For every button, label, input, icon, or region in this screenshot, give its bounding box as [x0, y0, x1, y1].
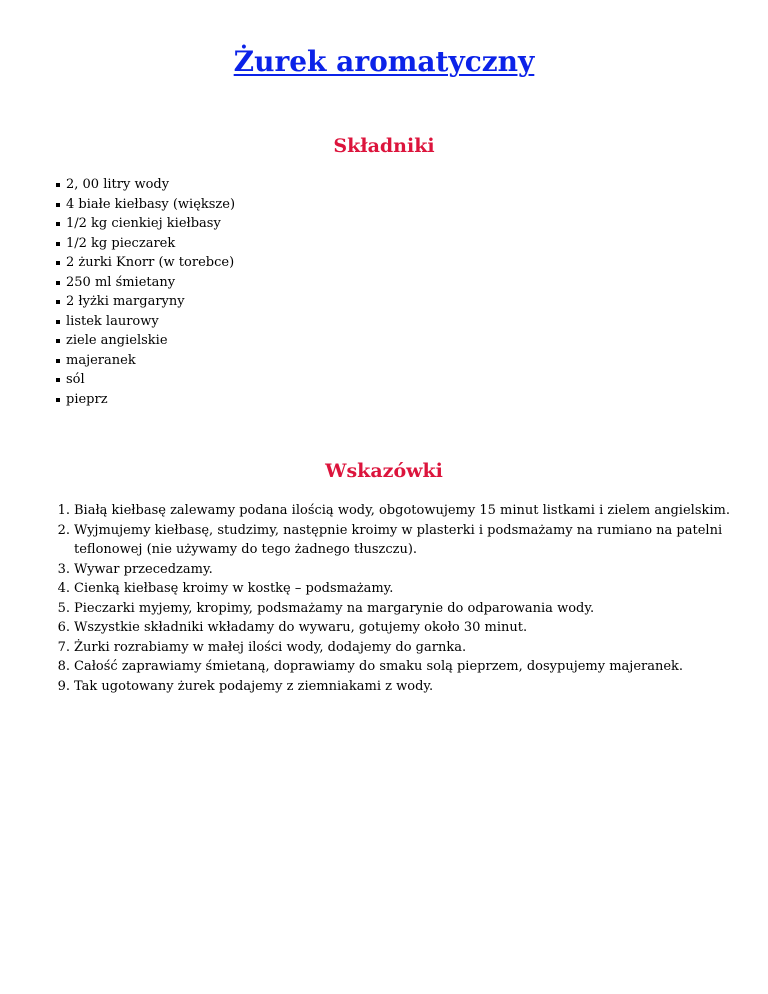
step-text: Cienką kiełbasę kroimy w kostkę – podsmażamy. — [74, 581, 394, 596]
bullet-icon — [56, 320, 60, 324]
step-text: Białą kiełbasę zalewamy podana ilością wody, obgotowujemy 15 minut listkami i zielem angielskim. — [74, 503, 730, 518]
ingredient-label: 4 białe kiełbasy (większe) — [66, 196, 236, 212]
recipe-title-link[interactable]: Żurek aromatyczny — [233, 45, 535, 78]
step-number: 8. — [57, 659, 70, 674]
ingredient-label: listek laurowy — [66, 313, 159, 329]
list-item — [50, 560, 730, 580]
ingredient-label: 2 łyżki margaryny — [66, 294, 185, 309]
bullet-icon — [56, 359, 60, 363]
ingredient-label: 250 ml śmietany — [66, 274, 176, 290]
list-item — [56, 390, 235, 410]
bullet-icon — [56, 222, 60, 226]
step-number: 9. — [57, 678, 70, 694]
step-text: Żurki rozrabiamy w małej ilości wody, dodajemy do garnka. — [74, 639, 467, 655]
list-item — [56, 312, 235, 332]
bullet-icon — [56, 242, 60, 246]
list-item — [56, 351, 235, 371]
list-item — [56, 292, 235, 312]
step-text: Tak ugotowany żurek podajemy z ziemniakami z wody. — [74, 678, 434, 694]
list-item — [56, 273, 235, 293]
directions-list — [50, 501, 730, 696]
step-number: 2. — [57, 522, 70, 538]
ingredient-label: 2, 00 litry wody — [66, 177, 170, 192]
list-item — [50, 657, 730, 677]
list-item — [50, 521, 730, 560]
step-text: Całość zaprawiamy śmietaną, doprawiamy do smaku solą pieprzem, dosypujemy majeranek. — [74, 659, 684, 674]
ingredient-label: 1/2 kg pieczarek — [66, 235, 176, 251]
list-item — [50, 501, 730, 521]
list-item — [50, 599, 730, 619]
step-number: 7. — [57, 639, 70, 655]
step-text: Wyjmujemy kiełbasę, studzimy, następnie kroimy w plasterki i podsmażamy na rumiano na patelni teflonowej (nie używamy do tego żadnego tłuszczu). — [74, 522, 723, 557]
step-number: 3. — [57, 561, 70, 577]
step-text: Pieczarki myjemy, kropimy, podsmażamy na margarynie do odparowania wody. — [74, 600, 595, 616]
list-item — [56, 175, 235, 195]
bullet-icon — [56, 281, 60, 285]
ingredient-label: 2 żurki Knorr (w torebce) — [66, 255, 235, 270]
ingredients-heading: Składniki — [333, 135, 435, 157]
list-item — [56, 214, 235, 234]
bullet-icon — [56, 378, 60, 382]
ingredients-list — [56, 175, 235, 409]
bullet-icon — [56, 339, 60, 343]
ingredient-label: 1/2 kg cienkiej kiełbasy — [66, 216, 221, 231]
step-text: Wywar przecedzamy. — [74, 561, 213, 577]
bullet-icon — [56, 261, 60, 265]
step-number: 5. — [57, 600, 70, 616]
list-item — [56, 253, 235, 273]
ingredient-label: pieprz — [66, 391, 108, 407]
step-text: Wszystkie składniki wkładamy do wywaru, gotujemy około 30 minut. — [74, 620, 528, 635]
list-item — [50, 579, 730, 599]
list-item — [56, 370, 235, 390]
list-item — [56, 331, 235, 351]
list-item — [50, 638, 730, 658]
bullet-icon — [56, 398, 60, 402]
directions-heading: Wskazówki — [325, 460, 443, 482]
list-item — [56, 234, 235, 254]
step-number: 1. — [57, 503, 70, 518]
step-number: 6. — [57, 620, 70, 635]
bullet-icon — [56, 203, 60, 207]
step-number: 4. — [57, 581, 70, 596]
page-title — [0, 44, 768, 80]
ingredient-label: ziele angielskie — [66, 333, 168, 348]
ingredient-label: sól — [66, 372, 85, 387]
bullet-icon — [56, 300, 60, 304]
ingredient-label: majeranek — [66, 352, 136, 368]
list-item — [50, 677, 730, 697]
list-item — [50, 618, 730, 638]
list-item — [56, 195, 235, 215]
bullet-icon — [56, 183, 60, 187]
